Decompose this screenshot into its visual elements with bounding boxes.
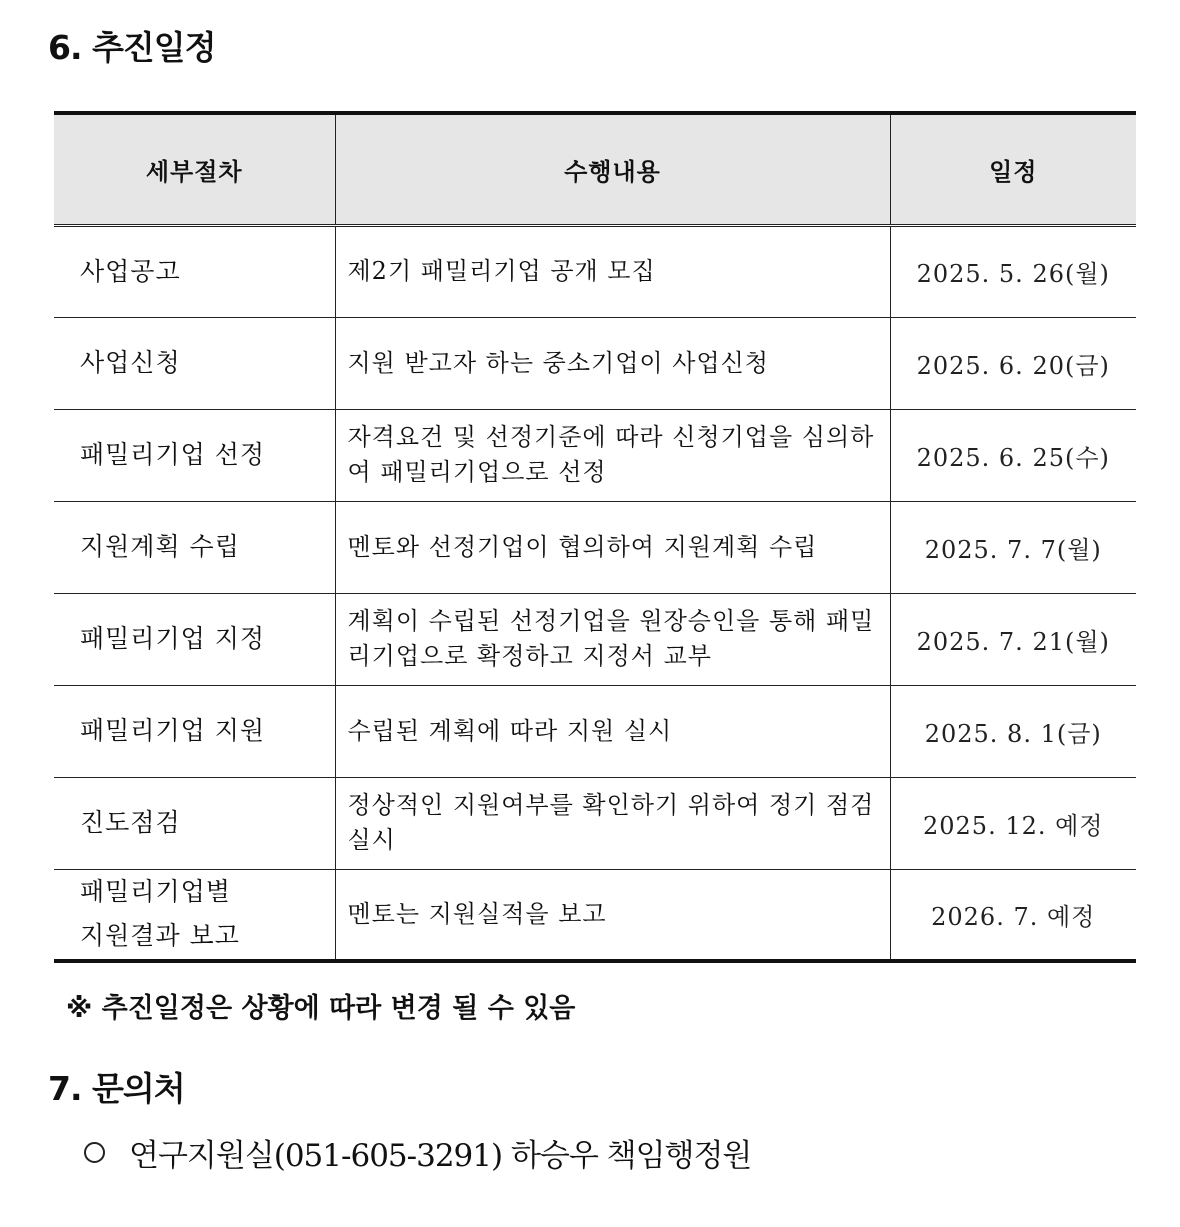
content-cell: 멘토와 선정기업이 협의하여 지원계획 수립 <box>335 501 890 593</box>
table-row <box>54 225 1136 317</box>
section-7-heading: 7. 문의처 <box>48 1069 185 1108</box>
content-cell: 제2기 패밀리기업 공개 모집 <box>335 225 890 317</box>
step-cell: 진도점검 <box>54 777 335 869</box>
schedule-change-note: ※ 추진일정은 상황에 따라 변경 될 수 있음 <box>66 993 576 1024</box>
header-date: 일정 <box>890 113 1136 225</box>
date-cell: 2025. 5. 26(월) <box>890 225 1136 317</box>
content-cell: 수립된 계획에 따라 지원 실시 <box>335 685 890 777</box>
date-cell: 2025. 7. 7(월) <box>890 501 1136 593</box>
date-cell: 2026. 7. 예정 <box>890 869 1136 961</box>
step-cell: 사업신청 <box>54 317 335 409</box>
content-cell: 멘토는 지원실적을 보고 <box>335 869 890 961</box>
date-cell: 2025. 12. 예정 <box>890 777 1136 869</box>
content-cell: 자격요건 및 선정기준에 따라 신청기업을 심의하여 패밀리기업으로 선정 <box>335 409 890 501</box>
table-header-row <box>54 113 1136 225</box>
contact-text: 연구지원실(051-605-3291) 하승우 책임행정원 <box>129 1138 752 1174</box>
table-row <box>54 317 1136 409</box>
table-row <box>54 777 1136 869</box>
circle-bullet-icon <box>84 1142 105 1163</box>
table-row <box>54 409 1136 501</box>
step-cell: 패밀리기업 선정 <box>54 409 335 501</box>
schedule-table <box>54 111 1136 963</box>
content-cell: 정상적인 지원여부를 확인하기 위하여 정기 점검 실시 <box>335 777 890 869</box>
header-content: 수행내용 <box>335 113 890 225</box>
step-cell: 패밀리기업 지정 <box>54 593 335 685</box>
date-cell: 2025. 8. 1(금) <box>890 685 1136 777</box>
date-cell: 2025. 6. 25(수) <box>890 409 1136 501</box>
step-cell: 패밀리기업 지원 <box>54 685 335 777</box>
content-cell: 지원 받고자 하는 중소기업이 사업신청 <box>335 317 890 409</box>
table-row <box>54 501 1136 593</box>
header-step: 세부절차 <box>54 113 335 225</box>
date-cell: 2025. 6. 20(금) <box>890 317 1136 409</box>
date-cell: 2025. 7. 21(월) <box>890 593 1136 685</box>
section-6-heading: 6. 추진일정 <box>48 28 216 67</box>
step-cell: 사업공고 <box>54 225 335 317</box>
table-row <box>54 869 1136 961</box>
contact-item <box>84 1130 751 1175</box>
step-cell: 지원계획 수립 <box>54 501 335 593</box>
content-cell: 계획이 수립된 선정기업을 원장승인을 통해 패밀리기업으로 확정하고 지정서 교부 <box>335 593 890 685</box>
table-row <box>54 593 1136 685</box>
table-row <box>54 685 1136 777</box>
step-cell: 패밀리기업별 지원결과 보고 <box>54 869 335 961</box>
